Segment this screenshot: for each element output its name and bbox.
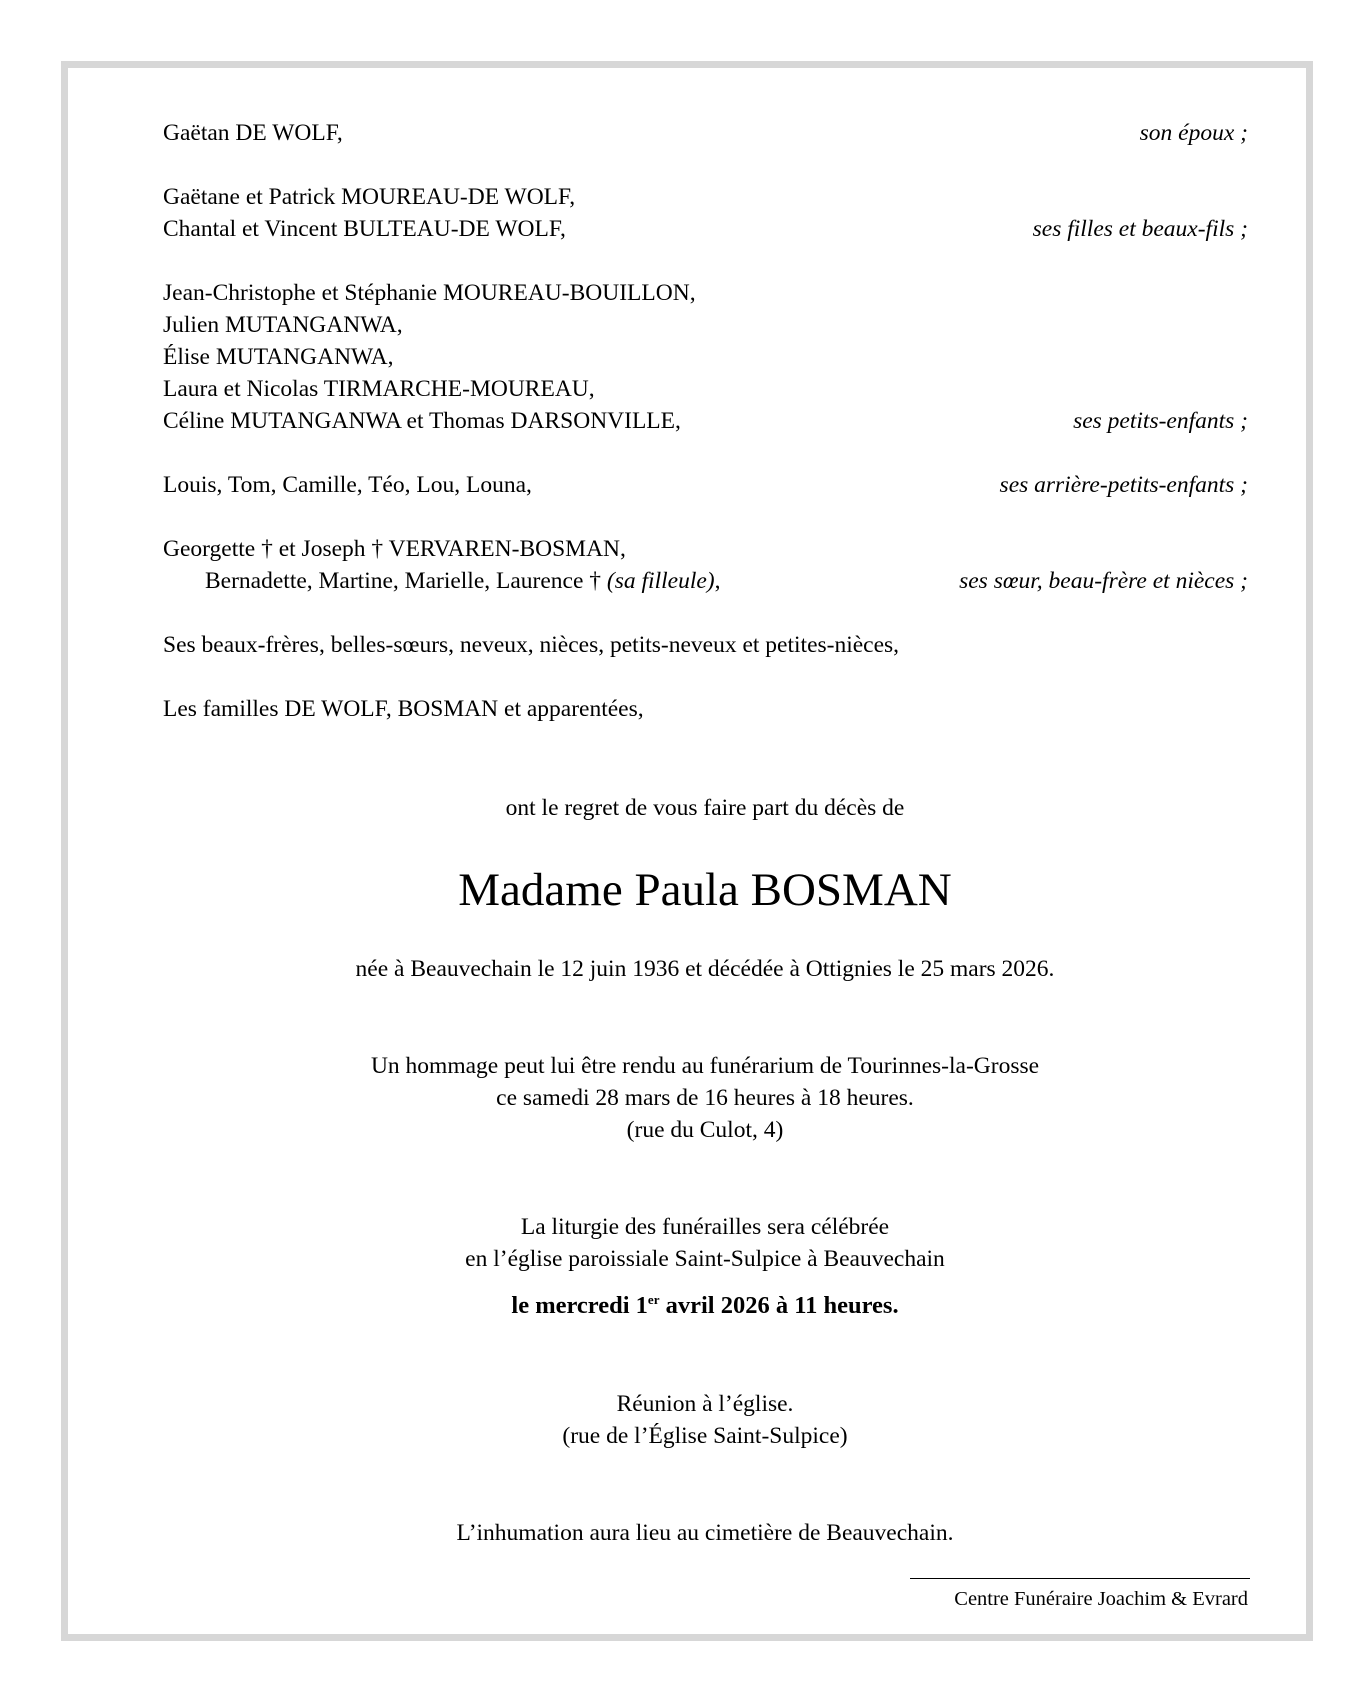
- family-row: [163, 533, 1248, 565]
- family-name: Bernadette, Martine, Marielle, Laurence †: [205, 568, 602, 594]
- family-row: [163, 629, 1248, 661]
- homage-line: Un hommage peut lui être rendu au funérarium de Tourinnes-la-Grosse: [370, 1053, 1040, 1079]
- family-name: Ses beaux-frères, belles-sœurs, neveux, nièces, petits-neveux et petites-nièces,: [163, 632, 900, 658]
- family-row-great-grandchildren: [163, 469, 1248, 501]
- liturgy-date-ordinal: er: [647, 1292, 660, 1307]
- family-row: [163, 373, 1248, 405]
- announcement-intro: ont le regret de vous faire part du décès de: [505, 795, 905, 821]
- family-row-daughters: [163, 213, 1248, 245]
- birth-death-dates: née à Beauvechain le 12 juin 1936 et décédée à Ottignies le 25 mars 2026.: [355, 956, 1055, 982]
- family-relation: son époux ;: [1139, 120, 1248, 146]
- homage-line: ce samedi 28 mars de 16 heures à 18 heures.: [496, 1085, 914, 1111]
- liturgy-line: en l’église paroissiale Saint-Sulpice à Beauvechain: [465, 1246, 945, 1272]
- family-name: Louis, Tom, Camille, Téo, Lou, Louna,: [163, 472, 532, 498]
- family-row: [163, 341, 1248, 373]
- family-name: Gaëtan DE WOLF,: [163, 120, 343, 146]
- family-relation: ses arrière-petits-enfants ;: [999, 472, 1248, 498]
- family-row-spouse: [163, 117, 1248, 149]
- liturgy-date-pre: le mercredi 1: [511, 1292, 648, 1319]
- meeting-address: (rue de l’Église Saint-Sulpice): [562, 1423, 848, 1449]
- family-name-indented: [163, 565, 720, 597]
- family-row-grandchildren: [163, 405, 1248, 437]
- family-name: Les familles DE WOLF, BOSMAN et apparentées,: [163, 696, 644, 722]
- family-relation: ses petits-enfants ;: [1073, 408, 1248, 434]
- family-row: [163, 309, 1248, 341]
- homage-address: (rue du Culot, 4): [626, 1117, 784, 1143]
- family-name: Céline MUTANGANWA et Thomas DARSONVILLE,: [163, 408, 681, 434]
- family-row-siblings: [163, 565, 1248, 597]
- family-row: [163, 277, 1248, 309]
- family-row: [163, 693, 1248, 725]
- liturgy-date: [0, 1290, 1372, 1322]
- meeting-line: Réunion à l’église.: [616, 1391, 794, 1417]
- family-name: Laura et Nicolas TIRMARCHE-MOUREAU,: [163, 376, 595, 402]
- liturgy-line: La liturgie des funérailles sera célébrée: [520, 1214, 890, 1240]
- family-relation: ses sœur, beau-frère et nièces ;: [959, 568, 1248, 594]
- family-note: (sa filleule): [606, 568, 715, 594]
- signature-rule: [910, 1578, 1250, 1579]
- burial-info: L’inhumation aura lieu au cimetière de Beauvechain.: [456, 1520, 954, 1546]
- liturgy-date-post: avril 2026 à 11 heures.: [659, 1292, 899, 1319]
- funeral-home-signature: Centre Funéraire Joachim & Evrard: [954, 1588, 1248, 1610]
- family-name: Jean-Christophe et Stéphanie MOUREAU-BOUILLON,: [163, 280, 696, 306]
- family-name: Julien MUTANGANWA,: [163, 312, 403, 338]
- family-name: Élise MUTANGANWA,: [163, 344, 394, 370]
- deceased-name: Madame Paula BOSMAN: [458, 864, 952, 916]
- family-name: Chantal et Vincent BULTEAU-DE WOLF,: [163, 216, 566, 242]
- family-relation: ses filles et beaux-fils ;: [1032, 216, 1248, 242]
- family-name: Georgette † et Joseph † VERVAREN-BOSMAN,: [163, 536, 626, 562]
- family-row: [163, 181, 1248, 213]
- family-name: Gaëtane et Patrick MOUREAU-DE WOLF,: [163, 184, 576, 210]
- family-note-tail: ,: [714, 568, 721, 594]
